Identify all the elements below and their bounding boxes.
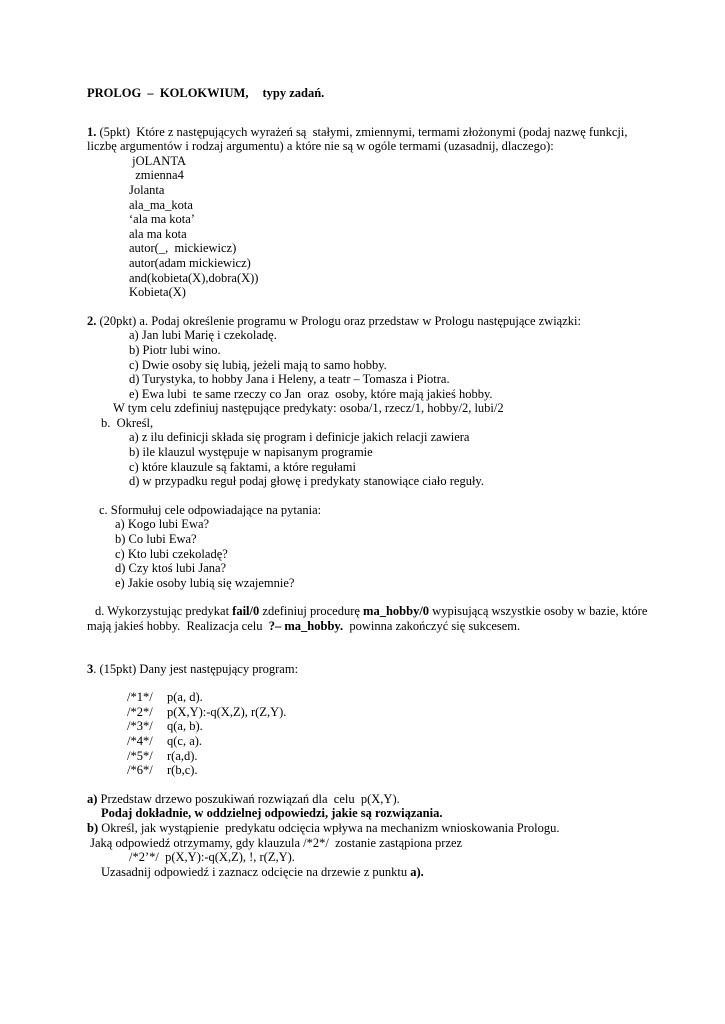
q2-d-bold: ?– ma_hobby.: [268, 619, 344, 633]
q2-c-item: e) Jakie osoby lubią się wzajemnie?: [115, 575, 295, 590]
q3-a-bold-line: Podaj dokładnie, w oddzielnej odpowiedzi, jakie są rozwiązania.: [101, 806, 443, 821]
q2-d-text: powinna zakończyć się sukcesem.: [343, 619, 521, 633]
program-line: [87, 719, 647, 734]
q1-item: ala_ma_kota: [129, 197, 193, 212]
q2-a-item: d) Turystyka, to hobby Jana i Heleny, a teatr – Tomasza i Piotra.: [129, 372, 450, 387]
q3-a-text: Przedstaw drzewo poszukiwań rozwiązań dla celu p(X,Y).: [97, 791, 400, 806]
clause-code: p(X,Y):-q(X,Z), r(Z,Y).: [167, 704, 287, 719]
q2-c-item: c) Kto lubi czekoladę?: [115, 546, 228, 561]
q2-a-item: a) Jan lubi Marię i czekoladę.: [129, 328, 277, 343]
q3-b-line4: [87, 865, 647, 880]
q2-d-text: zdefiniuj procedurę: [259, 604, 364, 619]
clause-code: r(a,d).: [167, 748, 198, 763]
q2-d-bold: fail/0: [232, 604, 260, 619]
q3-b-line4-bold: a).: [410, 864, 424, 879]
clause-label: /*2*/: [127, 704, 153, 719]
q1-item: autor(adam mickiewicz): [129, 255, 251, 270]
page-title: [87, 86, 647, 101]
program-line: [87, 763, 647, 778]
q2-b-item: b) ile klauzul występuje w napisanym programie: [129, 445, 373, 460]
q1-text-line2: liczbę argumentów i rodzaj argumentu) a które nie są w ogóle termami (uzasadnij, dlaczego):: [87, 139, 554, 154]
q2-d-bold: ma_hobby/0: [363, 604, 430, 619]
q2-b-head: b. Określ,: [101, 415, 154, 430]
q1-item: zmienna4: [129, 168, 184, 183]
q2-d-text: wypisującą wszystkie osoby w bazie, które: [429, 604, 648, 619]
clause-code: r(b,c).: [167, 763, 198, 778]
q2-d-line1: [87, 604, 647, 619]
q3-b-line: [87, 821, 647, 836]
question-1: [87, 125, 647, 300]
q2-b-item: a) z ilu definicji składa się program i definicje jakich relacji zawiera: [129, 430, 470, 445]
q1-text-line1: (5pkt) Które z następujących wyrażeń są stałymi, zmiennymi, termami złożonymi (podaj nazwę funkcji,: [96, 124, 628, 139]
program-line: [87, 734, 647, 749]
q2-d-text: mają jakieś hobby. Realizacja celu: [87, 619, 269, 633]
clause-label: /*6*/: [127, 763, 153, 778]
q3-number: 3: [87, 661, 94, 676]
clause-code: q(a, b).: [167, 719, 203, 734]
q2-c-item: d) Czy ktoś lubi Jana?: [115, 561, 227, 576]
program-line: [87, 749, 647, 764]
clause-label: /*4*/: [127, 733, 153, 748]
question-3: [87, 662, 647, 880]
q2-b-item: c) które klauzule są faktami, a które regułami: [129, 459, 356, 474]
q3-b-line3: /*2’*/ p(X,Y):-q(X,Z), !, r(Z,Y).: [129, 850, 295, 865]
q3-b-line4-text: Uzasadnij odpowiedź i zaznacz odcięcie na drzewie z punktu: [101, 864, 411, 879]
q3-intro: . (15pkt) Dany jest następujący program:: [93, 661, 299, 676]
title-sub: typy zadań.: [262, 86, 325, 100]
q2-w-tym: W tym celu zdefiniuj następujące predykaty: osoba/1, rzecz/1, hobby/2, lubi/2: [113, 401, 504, 416]
q2-a-item: e) Ewa lubi te same rzeczy co Jan oraz osoby, które mają jakieś hobby.: [129, 386, 493, 401]
clause-label: /*5*/: [127, 748, 153, 763]
q3-b-line2: Jaką odpowiedź otrzymamy, gdy klauzula /*2*/ zostanie zastąpiona przez: [87, 835, 463, 850]
q2-b-item: d) w przypadku reguł podaj głowę i predykaty stanowiące ciało reguły.: [129, 474, 484, 489]
q1-item: Kobieta(X): [129, 285, 186, 300]
q1-item: and(kobieta(X),dobra(X)): [129, 270, 259, 285]
q2-c-item: a) Kogo lubi Ewa?: [115, 517, 210, 532]
q1-item: autor(_, mickiewicz): [129, 241, 237, 256]
title-main: PROLOG – KOLOKWIUM,: [87, 86, 249, 100]
program-line: [87, 705, 647, 720]
q3-a-line: [87, 792, 647, 807]
clause-label: /*1*/: [127, 690, 153, 705]
q3-a-label: a): [87, 791, 98, 806]
program-line: [87, 690, 647, 705]
q1-item: ‘ala ma kota’: [129, 212, 195, 227]
q2-a-item: b) Piotr lubi wino.: [129, 342, 221, 357]
clause-label: /*3*/: [127, 719, 153, 734]
clause-code: p(a, d).: [167, 690, 203, 705]
q1-number: 1.: [87, 124, 97, 139]
q2-intro: (20pkt) a. Podaj określenie programu w Prologu oraz przedstaw w Prologu następujące związki:: [96, 313, 581, 328]
q2-a-item: c) Dwie osoby się lubią, jeżeli mają to samo hobby.: [129, 357, 387, 372]
q2-c-item: b) Co lubi Ewa?: [115, 532, 197, 547]
q1-item: ala ma kota: [129, 226, 187, 241]
q1-item: jOLANTA: [129, 153, 186, 168]
q2-d-text: d. Wykorzystując predykat: [95, 604, 233, 619]
q2-d-line2: [87, 619, 647, 634]
document-page: [87, 86, 647, 879]
question-2: [87, 314, 647, 634]
q2-number: 2.: [87, 313, 97, 328]
q1-item: Jolanta: [129, 182, 165, 197]
q2-c-head: c. Sformułuj cele odpowiadające na pytania:: [99, 502, 322, 517]
q3-b-text: Określ, jak wystąpienie predykatu odcięcia wpływa na mechanizm wnioskowania Prologu.: [98, 820, 560, 835]
clause-code: q(c, a).: [167, 733, 203, 748]
q3-b-label: b): [87, 820, 99, 835]
